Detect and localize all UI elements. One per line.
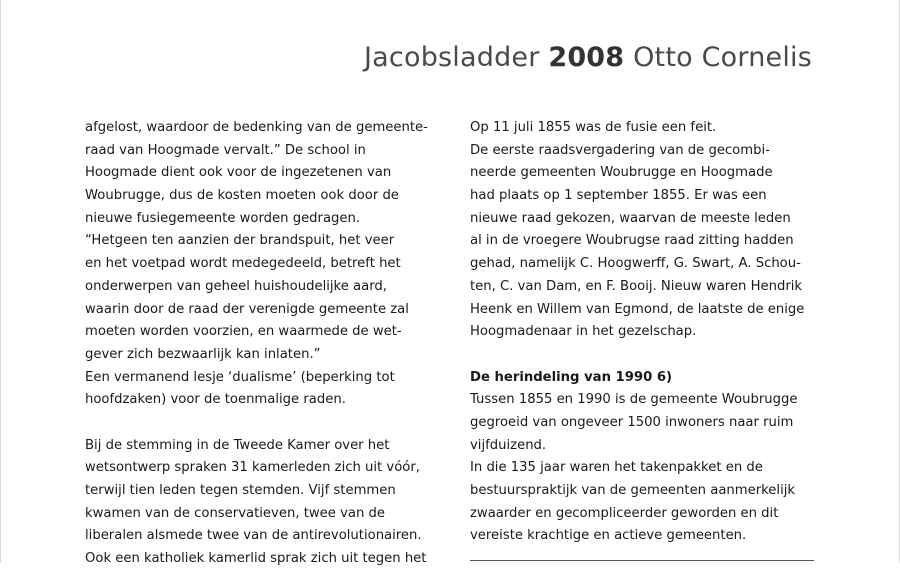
text-line: al in de vroegere Woubrugse raad zitting hadden	[470, 233, 794, 249]
text-line: en het voetpad wordt medegedeeld, betreft het	[85, 256, 401, 272]
right-column	[470, 117, 815, 548]
text-line: gegroeid van ongeveer 1500 inwoners naar ruim	[470, 414, 794, 430]
text-line: ten, C. van Dam, en F. Booij. Nieuw waren Hendrik	[470, 278, 803, 294]
paragraph-gap	[85, 412, 435, 435]
text-line: terwijl tien leden tegen stemden. Vijf stemmen	[85, 483, 396, 498]
text-line: gehad, namelijk C. Hoogwerff, G. Swart, A. Schou-	[470, 256, 801, 272]
text-line: Op 11 juli 1855 was de fusie een feit.	[470, 120, 717, 135]
text-line: vereiste krachtige en actieve gemeenten.	[470, 528, 747, 544]
text-line: Een vermanend lesje ‘dualisme’ (beperking tot	[85, 369, 395, 385]
header-author: Otto Cornelis	[633, 42, 812, 73]
text-line: liberalen alsmede twee van de antirevolutionairen.	[85, 528, 422, 544]
text-line: hoofdzaken) voor de toenmalige raden.	[85, 392, 346, 408]
text-line: bestuurspraktijk van de gemeenten aanmerkelijk	[470, 483, 796, 498]
text-line: Tussen 1855 en 1990 is de gemeente Woubrugge	[470, 392, 798, 408]
text-line: onderwerpen van geheel huishoudelijke aard,	[85, 278, 387, 294]
header-year: 2008	[548, 42, 625, 73]
text-line: In die 135 jaar waren het takenpakket en de	[470, 460, 763, 476]
text-line: De eerste raadsvergadering van de gecombi-	[470, 142, 770, 158]
text-line: nieuwe fusiegemeente worden gedragen.	[85, 210, 361, 226]
text-line: “Hetgeen ten aanzien der brandspuit, het veer	[85, 233, 395, 249]
section-divider	[470, 560, 814, 561]
left-column	[85, 117, 435, 571]
text-line: Heenk en Willem van Egmond, de laatste de enige	[470, 301, 805, 317]
text-line: vijfduizend.	[470, 437, 547, 453]
text-line: nieuwe raad gekozen, waarvan de meeste leden	[470, 210, 791, 226]
right-paragraph-1	[470, 117, 815, 344]
text-line: kwamen van de conservatieven, twee van de	[85, 505, 385, 521]
text-line: Ook een katholiek kamerlid sprak zich uit tegen het	[85, 551, 427, 567]
header-title: Jacobsladder	[364, 42, 540, 73]
text-line: afgelost, waardoor de bedenking van de gemeente-	[85, 120, 428, 135]
left-paragraph-2	[85, 435, 435, 571]
text-line: gever zich bezwaarlijk kan inlaten.”	[85, 346, 321, 362]
text-line: waarin door de raad der verenigde gemeente zal	[85, 301, 409, 317]
left-paragraph-1	[85, 117, 435, 412]
section-heading: De herindeling van 1990 6)	[470, 369, 673, 385]
right-paragraph-2	[470, 389, 815, 548]
text-line: Bij de stemming in de Tweede Kamer over het	[85, 437, 390, 453]
text-line: wetsontwerp spraken 31 kamerleden zich uit vóór,	[85, 460, 420, 476]
text-line: moeten worden voorzien, en waarmede de wet-	[85, 324, 402, 340]
text-line: Woubrugge, dus de kosten moeten ook door de	[85, 188, 399, 204]
page-header	[364, 42, 812, 73]
text-line: Hoogmade dient ook voor de ingezetenen van	[85, 165, 392, 181]
paragraph-gap	[470, 344, 815, 367]
text-line: raad van Hoogmade vervalt.” De school in	[85, 142, 366, 158]
text-line: had plaats op 1 september 1855. Er was een	[470, 188, 767, 204]
text-line: Hoogmadenaar in het gezelschap.	[470, 324, 697, 340]
text-line: zwaarder en gecompliceerder geworden en dit	[470, 505, 779, 521]
text-line: neerde gemeenten Woubrugge en Hoogmade	[470, 165, 773, 181]
